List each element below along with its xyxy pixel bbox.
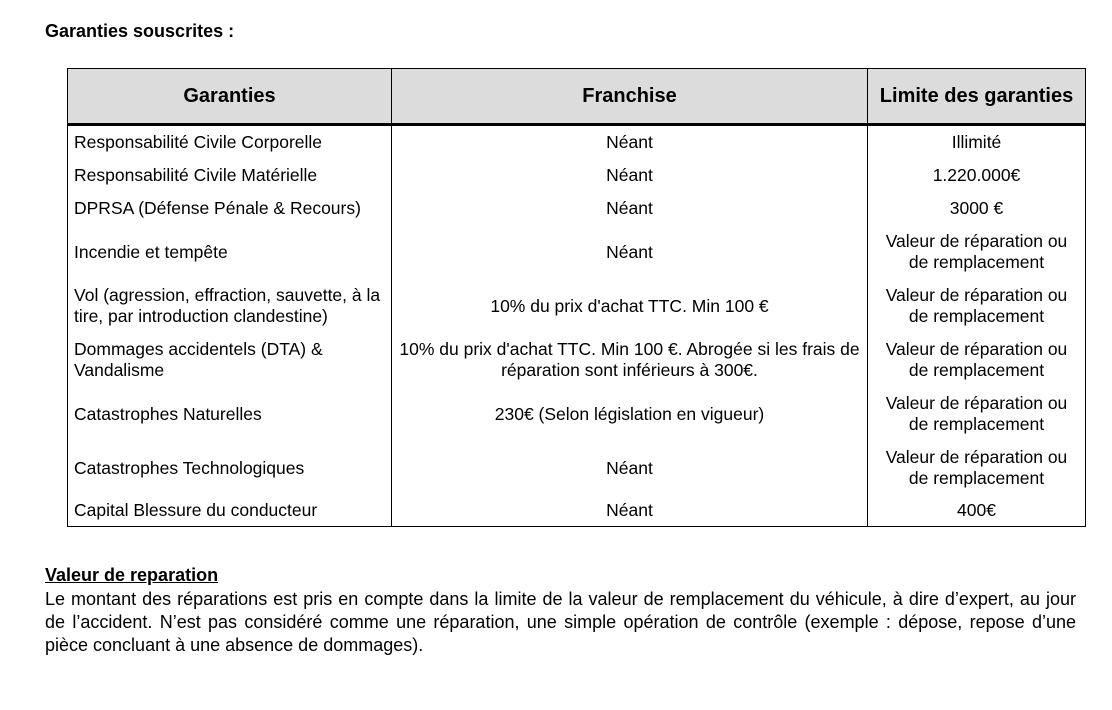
note-body: Le montant des réparations est pris en compte dans la limite de la valeur de remplacement du véhicule, à dire d’expert, au jour de l’accident. N’est pas considéré comme une réparation, une simple opération de contrôle (exemple : dépose, repose d’une pièce concluant à une absence de dommages). — [45, 589, 1076, 655]
garantie-cell: Catastrophes Technologiques — [68, 441, 392, 495]
garantie-cell: Responsabilité Civile Matérielle — [68, 159, 392, 192]
table-row — [68, 333, 1086, 387]
garantie-cell: Capital Blessure du conducteur — [68, 495, 392, 527]
limite-cell: Valeur de réparation ou de remplacement — [868, 441, 1086, 495]
franchise-cell: Néant — [392, 192, 868, 225]
limite-cell: 1.220.000€ — [868, 159, 1086, 192]
limite-cell: Valeur de réparation ou de remplacement — [868, 225, 1086, 279]
franchise-cell: Néant — [392, 441, 868, 495]
limite-cell: 3000 € — [868, 192, 1086, 225]
table-row — [68, 192, 1086, 225]
table-row — [68, 125, 1086, 160]
table-row — [68, 495, 1086, 527]
limite-cell: Valeur de réparation ou de remplacement — [868, 279, 1086, 333]
limite-cell: 400€ — [868, 495, 1086, 527]
franchise-cell: Néant — [392, 125, 868, 160]
header-franchise: Franchise — [392, 69, 868, 125]
franchise-cell: 10% du prix d'achat TTC. Min 100 € — [392, 279, 868, 333]
note-title: Valeur de reparation — [45, 565, 219, 585]
table-header-row — [68, 69, 1086, 125]
header-limite: Limite des garanties — [868, 69, 1086, 125]
garantie-cell: Vol (agression, effraction, sauvette, à la tire, par introduction clandestine) — [68, 279, 392, 333]
table-row — [68, 279, 1086, 333]
franchise-cell: 230€ (Selon législation en vigueur) — [392, 387, 868, 441]
garantie-cell: DPRSA (Défense Pénale & Recours) — [68, 192, 392, 225]
table-row — [68, 225, 1086, 279]
garantie-cell: Incendie et tempête — [68, 225, 392, 279]
limite-cell: Valeur de réparation ou de remplacement — [868, 333, 1086, 387]
garantie-cell: Responsabilité Civile Corporelle — [68, 125, 392, 160]
franchise-cell: 10% du prix d'achat TTC. Min 100 €. Abrogée si les frais de réparation sont inférieurs à 300€. — [392, 333, 868, 387]
section-heading: Garanties souscrites : — [45, 21, 235, 41]
franchise-cell: Néant — [392, 495, 868, 527]
limite-cell: Illimité — [868, 125, 1086, 160]
garantie-cell: Dommages accidentels (DTA) & Vandalisme — [68, 333, 392, 387]
guarantees-table — [67, 68, 1086, 527]
table-row — [68, 159, 1086, 192]
limite-cell: Valeur de réparation ou de remplacement — [868, 387, 1086, 441]
table-row — [68, 441, 1086, 495]
table-row — [68, 387, 1086, 441]
header-garanties: Garanties — [68, 69, 392, 125]
franchise-cell: Néant — [392, 159, 868, 192]
garantie-cell: Catastrophes Naturelles — [68, 387, 392, 441]
franchise-cell: Néant — [392, 225, 868, 279]
